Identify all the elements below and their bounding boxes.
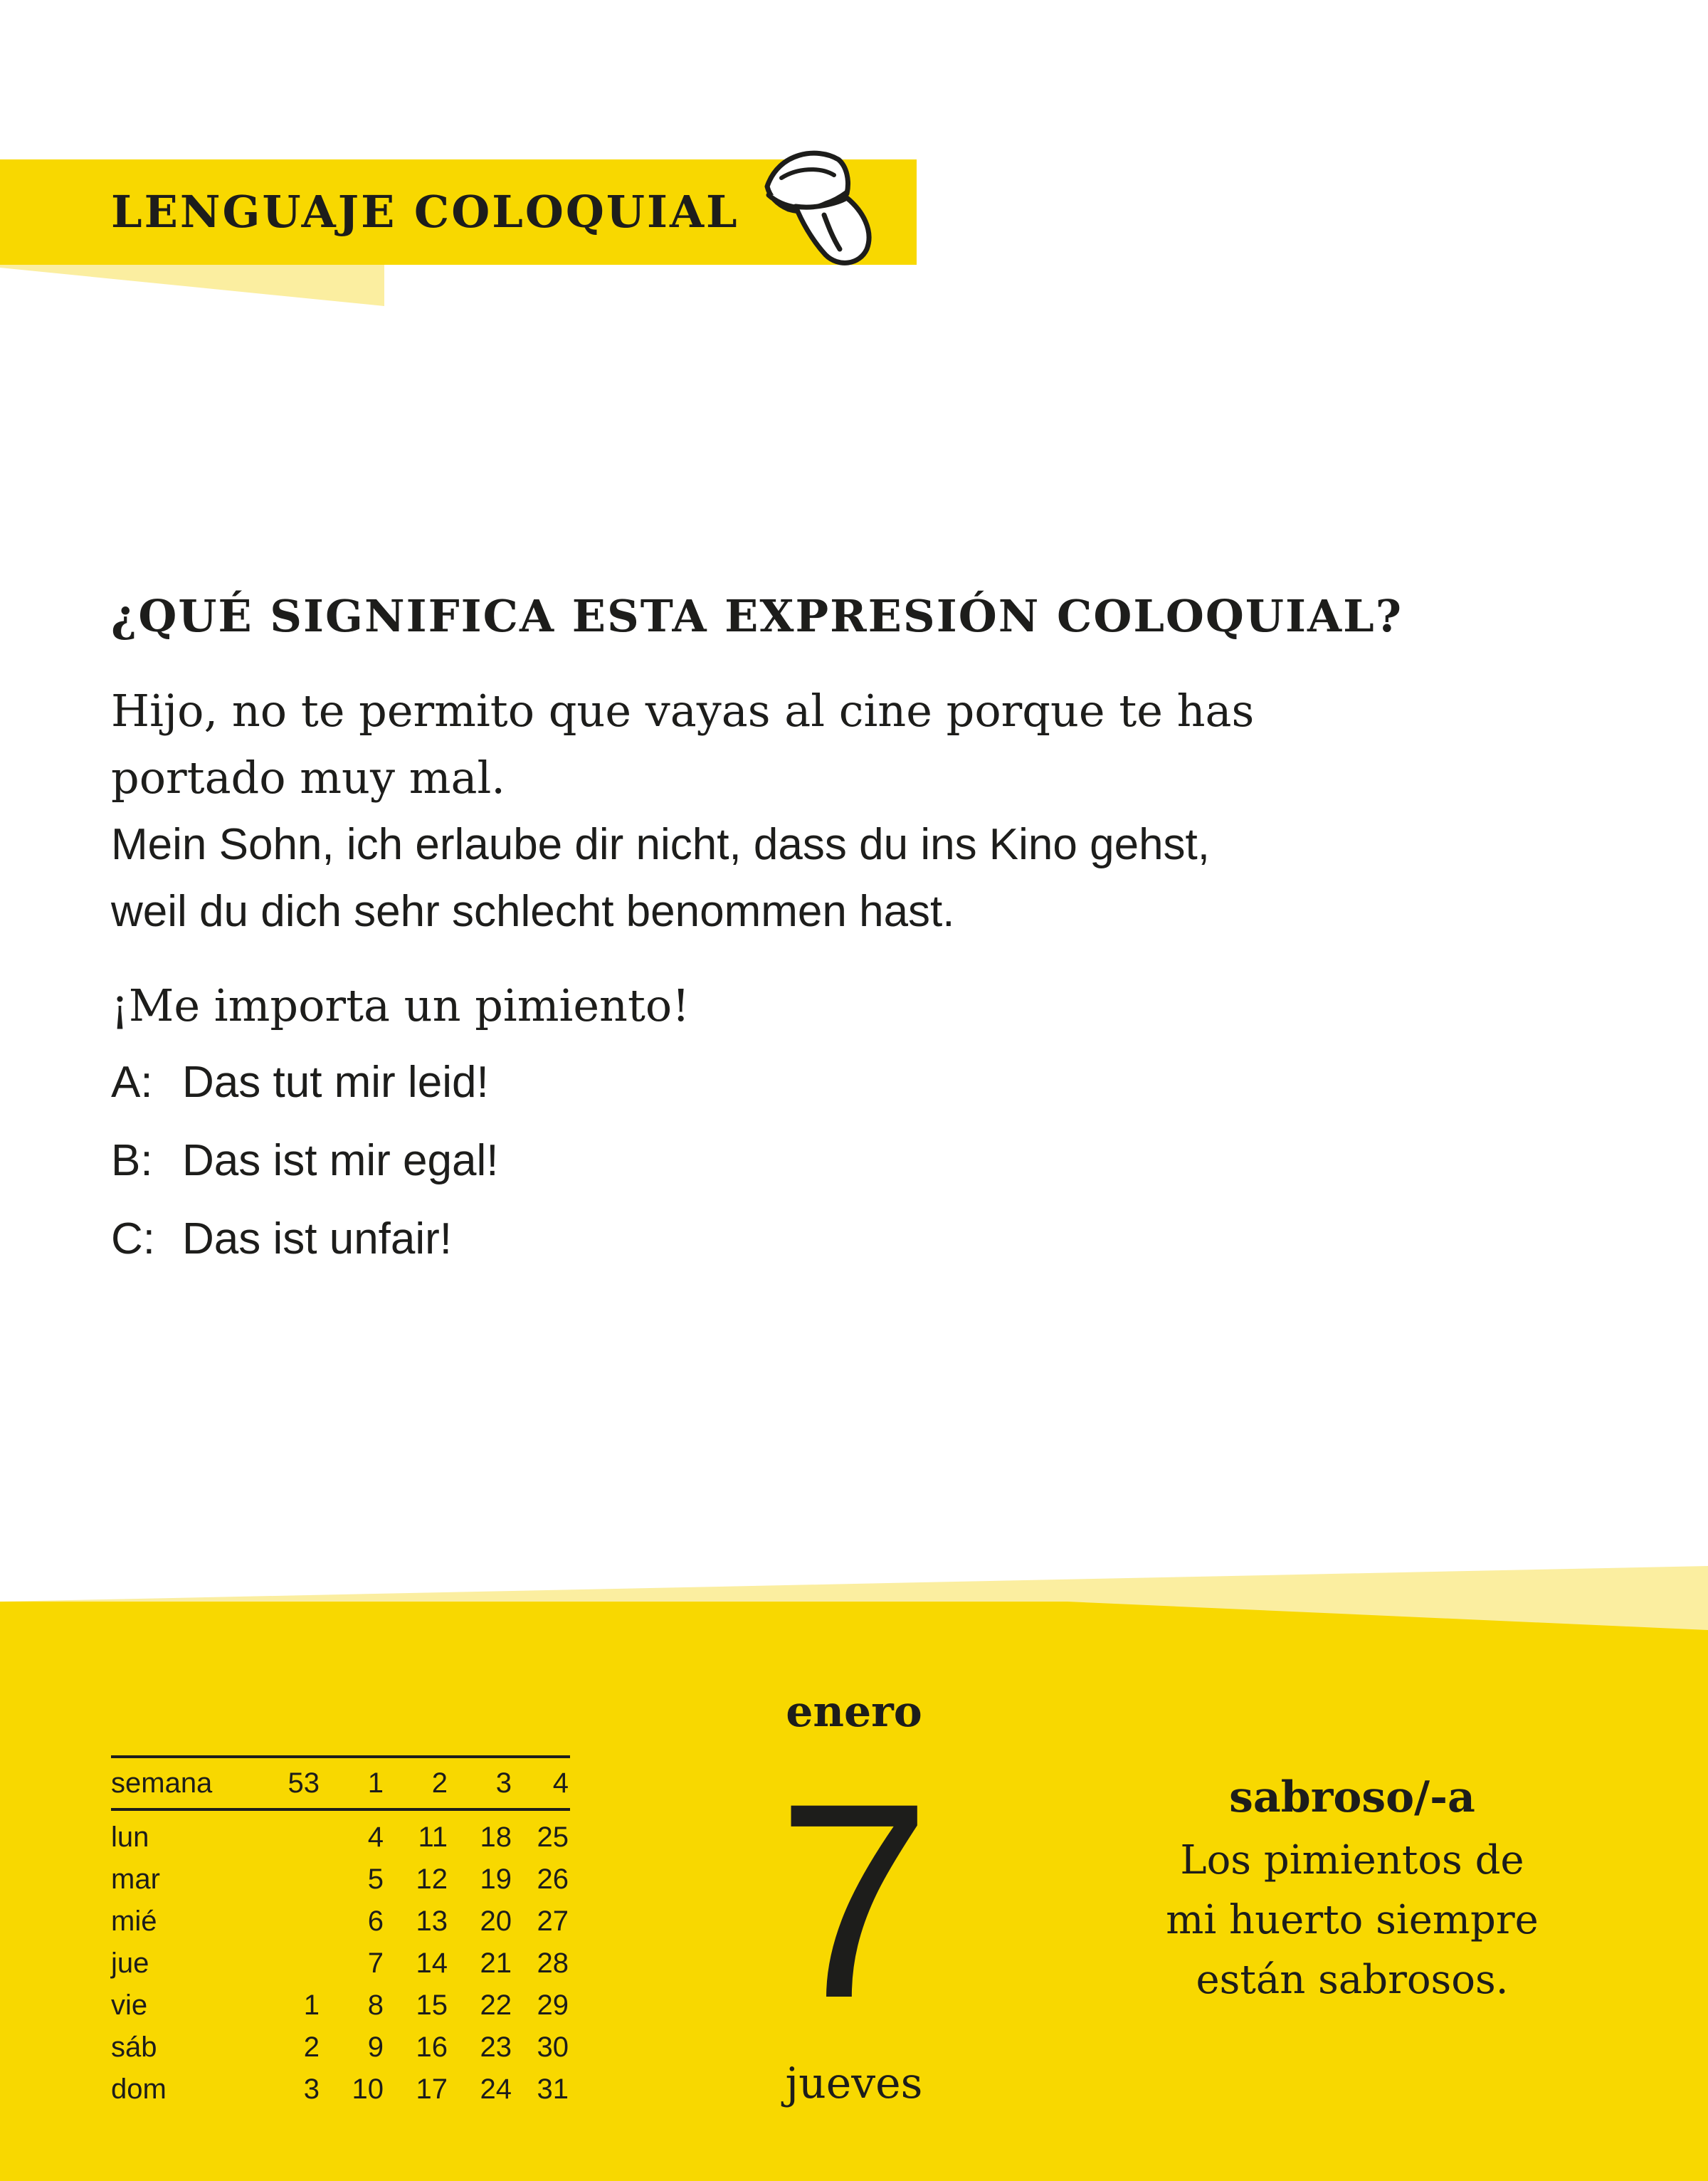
- calendar-week-number: 3: [495, 1767, 512, 1799]
- answer-option-c: [111, 1206, 452, 1273]
- option-text: Das tut mir leid!: [182, 1058, 489, 1107]
- calendar-row-3: [111, 1943, 570, 1984]
- calendar-header-row: [111, 1762, 570, 1804]
- calendar-date-cell: 10: [352, 2074, 384, 2105]
- calendar-date-cell: 20: [480, 1906, 512, 1937]
- calendar-date-cell: 8: [367, 1990, 384, 2021]
- calendar-date-cell: 13: [416, 1906, 448, 1937]
- calendar-date-cell: 22: [480, 1990, 512, 2021]
- calendar-date-cell: 4: [367, 1822, 384, 1853]
- calendar-row-5: [111, 2027, 570, 2068]
- calendar-row-0: [111, 1817, 570, 1858]
- word-of-day: sabroso/-a: [1229, 1772, 1475, 1822]
- calendar-date-cell: 27: [537, 1906, 569, 1937]
- calendar-rule-top: [111, 1755, 570, 1758]
- calendar-row-1: [111, 1859, 570, 1900]
- day-number: 7: [776, 1745, 932, 2056]
- spanish-sentence-line-1: Hijo, no te permito que vayas al cine porque te has: [111, 685, 1255, 737]
- option-text: Das ist mir egal!: [182, 1136, 499, 1185]
- calendar-date-cell: 19: [480, 1864, 512, 1895]
- calendar-week-number: 1: [367, 1767, 384, 1799]
- tongue-lips-icon: [740, 135, 882, 278]
- calendar-date-cell: 30: [537, 2032, 569, 2063]
- calendar-rule-mid: [111, 1808, 570, 1811]
- month-label: enero: [786, 1687, 922, 1737]
- calendar-day-label: lun: [111, 1822, 149, 1853]
- calendar-date-cell: 2: [303, 2032, 320, 2063]
- calendar-date-cell: 23: [480, 2032, 512, 2063]
- calendar-date-cell: 31: [537, 2074, 569, 2105]
- expression: ¡Me importa un pimiento!: [111, 979, 690, 1031]
- option-letter: A:: [111, 1058, 153, 1107]
- calendar-date-cell: 29: [537, 1990, 569, 2021]
- answer-option-a: [111, 1049, 489, 1116]
- answer-option-b: [111, 1128, 498, 1194]
- calendar-row-2: [111, 1901, 570, 1942]
- calendar-week-number: 4: [552, 1767, 569, 1799]
- calendar-date-cell: 21: [480, 1948, 512, 1979]
- calendar-date-cell: 25: [537, 1822, 569, 1853]
- weekday-label: jueves: [785, 2059, 923, 2108]
- calendar-date-cell: 15: [416, 1990, 448, 2021]
- calendar-row-4: [111, 1985, 570, 2026]
- calendar-date-cell: 9: [367, 2032, 384, 2063]
- calendar-week-number: 53: [288, 1767, 320, 1799]
- calendar-date-cell: 5: [367, 1864, 384, 1895]
- calendar-day-label: mar: [111, 1864, 160, 1895]
- calendar-day-label: vie: [111, 1990, 148, 2021]
- calendar-day-label: jue: [111, 1948, 149, 1979]
- section-title: LENGUAJE COLOQUIAL: [111, 186, 739, 238]
- calendar-date-cell: 24: [480, 2074, 512, 2105]
- word-example-line: mi huerto siempre: [1166, 1897, 1539, 1943]
- calendar-date-cell: 18: [480, 1822, 512, 1853]
- word-example-line: Los pimientos de: [1180, 1837, 1524, 1883]
- calendar-date-cell: 1: [303, 1990, 320, 2021]
- calendar-date-cell: 16: [416, 2032, 448, 2063]
- calendar-date-cell: 17: [416, 2074, 448, 2105]
- spanish-sentence-line-2: portado muy mal.: [111, 752, 506, 804]
- calendar-week-number: 2: [431, 1767, 448, 1799]
- german-sentence-line-1: Mein Sohn, ich erlaube dir nicht, dass du ins Kino gehst,: [111, 820, 1211, 869]
- calendar-row-6: [111, 2069, 570, 2110]
- option-letter: B:: [111, 1136, 153, 1185]
- calendar-day-label: sáb: [111, 2032, 157, 2063]
- calendar-date-cell: 26: [537, 1864, 569, 1895]
- option-text: Das ist unfair!: [182, 1214, 453, 1263]
- calendar-date-cell: 3: [303, 2074, 320, 2105]
- word-example: [1110, 1831, 1594, 2010]
- calendar-header-label: semana: [111, 1767, 213, 1799]
- question-title: ¿QUÉ SIGNIFICA ESTA EXPRESIÓN COLOQUIAL?: [111, 590, 1403, 642]
- calendar-date-cell: 11: [418, 1822, 448, 1853]
- calendar-day-label: dom: [111, 2074, 167, 2105]
- calendar-date-cell: 14: [416, 1948, 448, 1979]
- german-sentence-line-2: weil du dich sehr schlecht benommen hast.: [111, 887, 955, 936]
- option-letter: C:: [111, 1214, 155, 1263]
- word-example-line: están sabrosos.: [1196, 1957, 1509, 2003]
- calendar-day-label: mié: [111, 1906, 157, 1937]
- calendar-date-cell: 12: [416, 1864, 448, 1895]
- calendar-date-cell: 28: [537, 1948, 569, 1979]
- calendar-date-cell: 7: [367, 1948, 384, 1979]
- calendar-date-cell: 6: [367, 1906, 384, 1937]
